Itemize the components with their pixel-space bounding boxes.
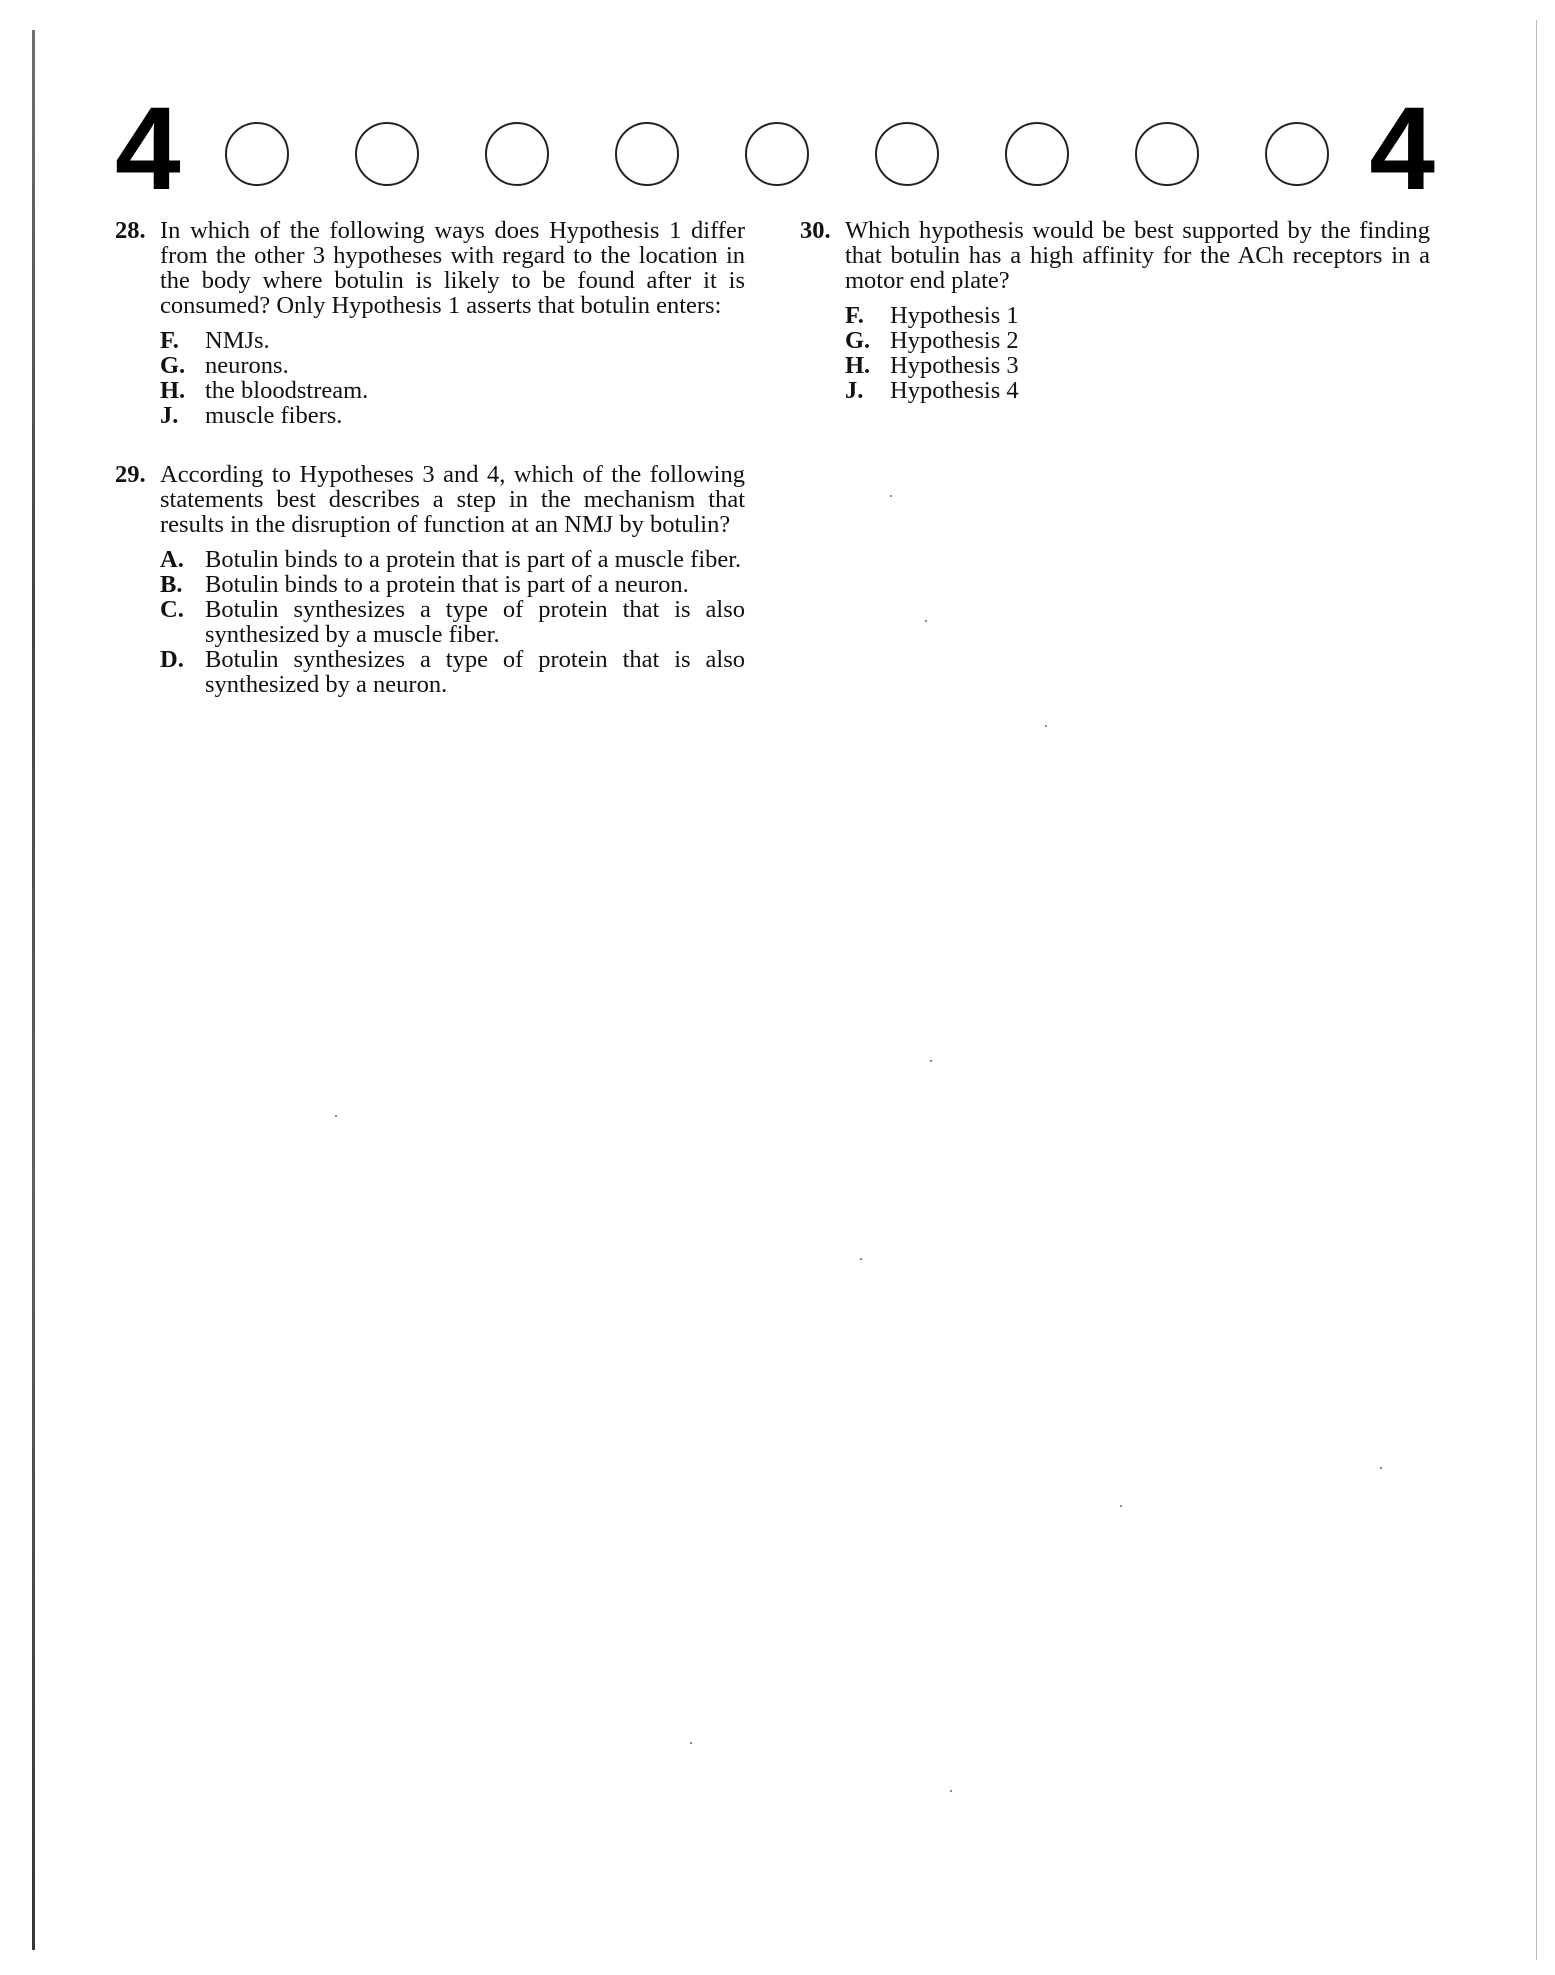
option-text: Botulin synthesizes a type of protein that is also synthesized by a muscle fiber. bbox=[205, 596, 745, 648]
scan-speck bbox=[335, 1115, 337, 1117]
answer-option[interactable] bbox=[845, 303, 1430, 328]
scan-speck bbox=[925, 620, 927, 622]
answer-option[interactable] bbox=[160, 597, 745, 647]
right-column bbox=[800, 218, 1430, 437]
option-text: muscle fibers. bbox=[205, 402, 343, 429]
header-bubble bbox=[1265, 122, 1329, 186]
answer-option[interactable] bbox=[160, 328, 745, 353]
question-number: 29. bbox=[115, 461, 146, 488]
option-text: the bloodstream. bbox=[205, 377, 369, 404]
option-letter: H. bbox=[845, 352, 871, 379]
question-number: 30. bbox=[800, 217, 831, 244]
question-number: 28. bbox=[115, 217, 146, 244]
option-letter: B. bbox=[160, 571, 183, 598]
answer-option[interactable] bbox=[160, 547, 745, 572]
header-bubble bbox=[745, 122, 809, 186]
section-number-left: 4 bbox=[115, 83, 181, 215]
question-28 bbox=[115, 218, 745, 318]
answer-option[interactable] bbox=[845, 378, 1430, 403]
option-letter: H. bbox=[160, 377, 186, 404]
option-letter: F. bbox=[160, 327, 179, 354]
option-text: Hypothesis 3 bbox=[890, 352, 1019, 379]
answer-option[interactable] bbox=[160, 353, 745, 378]
scan-speck bbox=[1045, 725, 1047, 727]
option-text: Botulin binds to a protein that is part of a muscle fiber. bbox=[205, 546, 742, 573]
scan-speck bbox=[1120, 1505, 1122, 1507]
question-stem: In which of the following ways does Hypothesis 1 differ from the other 3 hypotheses with regard to the location in the body where botulin is likely to be found after it is consumed? Only Hypothesis 1 asserts that botulin enters: bbox=[160, 217, 745, 319]
answer-option[interactable] bbox=[160, 572, 745, 597]
answer-option[interactable] bbox=[845, 328, 1430, 353]
option-letter: A. bbox=[160, 546, 184, 573]
option-text: Botulin synthesizes a type of protein that is also synthesized by a neuron. bbox=[205, 646, 745, 698]
scan-edge-right bbox=[1536, 20, 1537, 1960]
section-number-right: 4 bbox=[1369, 83, 1435, 215]
scan-speck bbox=[890, 495, 892, 497]
section-header bbox=[115, 83, 1435, 215]
question-29 bbox=[115, 462, 745, 537]
option-letter: C. bbox=[160, 596, 184, 623]
option-letter: F. bbox=[845, 302, 864, 329]
scan-edge-left bbox=[32, 30, 35, 1950]
scan-speck bbox=[1380, 1467, 1382, 1469]
option-letter: D. bbox=[160, 646, 184, 673]
header-bubble bbox=[225, 122, 289, 186]
answer-options-28 bbox=[160, 328, 745, 428]
header-bubble bbox=[1005, 122, 1069, 186]
scan-speck bbox=[860, 1258, 862, 1260]
answer-option[interactable] bbox=[160, 403, 745, 428]
option-text: neurons. bbox=[205, 352, 289, 379]
answer-option[interactable] bbox=[845, 353, 1430, 378]
answer-options-30 bbox=[845, 303, 1430, 403]
option-letter: J. bbox=[160, 402, 179, 429]
option-text: Hypothesis 2 bbox=[890, 327, 1019, 354]
question-stem: Which hypothesis would be best supported by the finding that botulin has a high affinity for the ACh receptors in a motor end plate? bbox=[845, 217, 1430, 294]
header-bubble bbox=[875, 122, 939, 186]
option-text: Hypothesis 4 bbox=[890, 377, 1019, 404]
option-text: NMJs. bbox=[205, 327, 270, 354]
header-bubble bbox=[485, 122, 549, 186]
scan-speck bbox=[930, 1060, 932, 1062]
left-column bbox=[115, 218, 745, 731]
answer-option[interactable] bbox=[160, 647, 745, 697]
option-letter: G. bbox=[845, 327, 871, 354]
question-30 bbox=[800, 218, 1430, 293]
option-letter: J. bbox=[845, 377, 864, 404]
header-bubble bbox=[355, 122, 419, 186]
question-stem: According to Hypotheses 3 and 4, which of the following statements best describes a step in the mechanism that results in the disruption of function at an NMJ by botulin? bbox=[160, 461, 745, 538]
answer-option[interactable] bbox=[160, 378, 745, 403]
answer-options-29 bbox=[160, 547, 745, 697]
scan-speck bbox=[950, 1790, 952, 1792]
option-letter: G. bbox=[160, 352, 186, 379]
header-bubble bbox=[615, 122, 679, 186]
option-text: Hypothesis 1 bbox=[890, 302, 1019, 329]
option-text: Botulin binds to a protein that is part of a neuron. bbox=[205, 571, 689, 598]
header-bubble bbox=[1135, 122, 1199, 186]
scan-speck bbox=[690, 1742, 692, 1744]
